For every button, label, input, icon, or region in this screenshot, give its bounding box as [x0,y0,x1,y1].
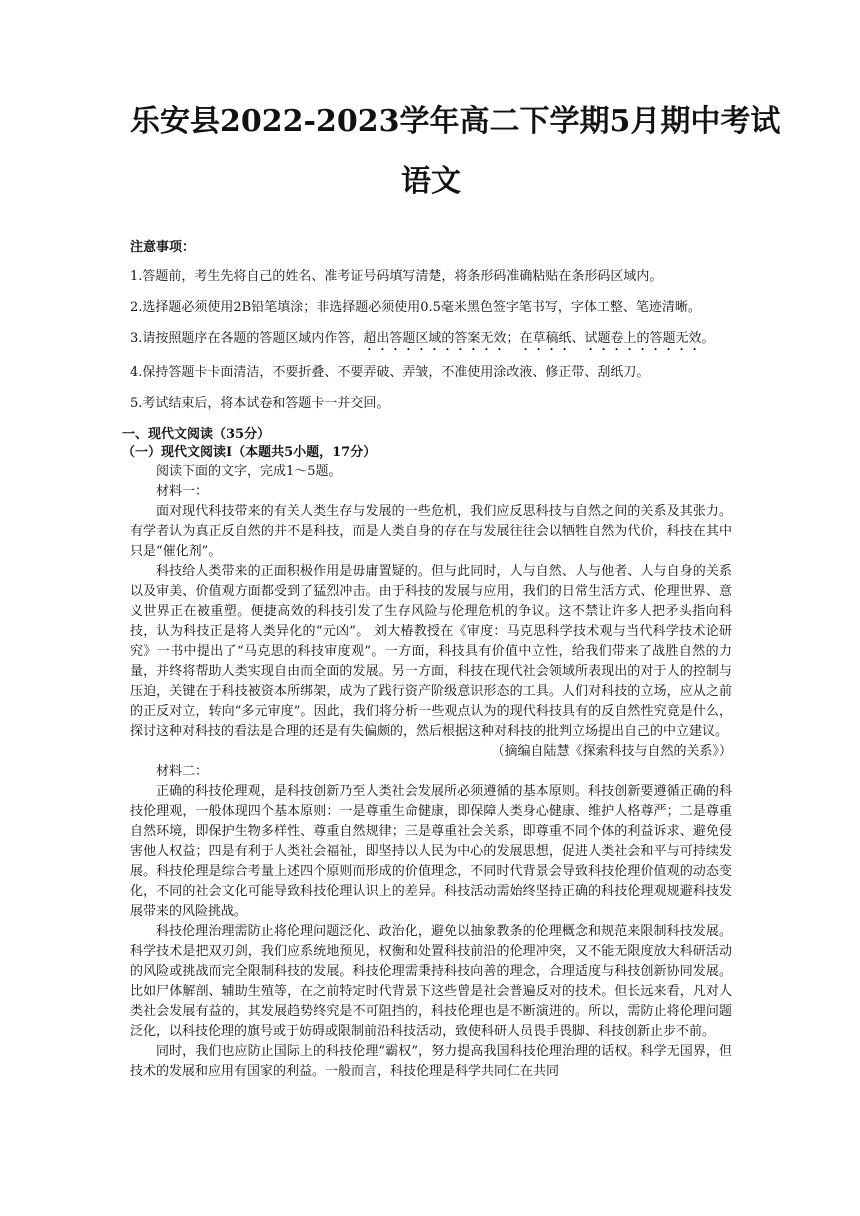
notice-item-3-part-a: 3.请按照题序在各题的答题区域内作答， [130,331,364,346]
notice-item-4: 4.保持答题卡卡面清洁，不要折叠、不要弄破、弄皱，不准使用涂改液、修正带、刮纸刀。 [130,365,650,380]
material-1-source: （摘编自陆慧《探索科技与自然的关系》） [491,744,732,759]
material-1-paragraph-2: 科技给人类带来的正面积极作用是毋庸置疑的。但与此同时，人与自然、人与他者、人与自身的关系以及审美、价值观方面都受到了猛烈冲击。由于科技的发展与应用，我们的日常生活方式、伦理世界、意义世界正在被重塑。便捷高效的科技引发了生存风险与伦理危机的争议。这不禁让许多人把矛头指向科技，认为科技正是将人类异化的“元凶”。 刘大椿教授在《审度：马克思科学技术观与当代科学技术论研究》一书中提出了“马克思的科技审度观”。一方面，科技具有价值中立性，给我们带来了战胜自然的力量，并终将帮助人类实现自由而全面的发展。另一方面，科技在现代社会领域所表现出的对于人的控制与压迫，关键在于科技被资本所绑架，成为了践行资产阶级意识形态的工具。人们对科技的立场，应从之前的正反对立，转向“多元审度”。因此，我们将分析一些观点认为的现代科技具有的反自然性究竟是什么，探讨这种对科技的看法是合理的还是有失偏颇的，然后根据这种对科技的批判立场提出自己的中立建议。 [130,564,732,739]
notice-heading: 注意事项： [130,240,196,255]
notice-item-3-emphasis-2: 在草稿纸、试题卷上的答题无效 [519,331,702,346]
material-2-paragraph-2: 科技伦理治理需防止将伦理问题泛化、政治化，避免以抽象教条的伦理概念和规范来限制科技发展。科学技术是把双刃剑，我们应系统地预见，权衡和处置科技前沿的伦理冲突，又不能无限度放大科研活动的风险或挑战而完全限制科技的发展。科技伦理需秉持科技向善的理念，合理适度与科技创新协同发展。比如尸体解剖、辅助生殖等，在之前特定时代背景下这些曾是社会普遍反对的技术。但长远来看，凡对人类社会发展有益的，其发展趋势终究是不可阻挡的，科技伦理也是不断演进的。所以，需防止将伦理问题泛化，以科技伦理的旗号或于妨碍或限制前沿科技活动，致使科研人员畏手畏脚、科技创新止步不前。 [130,924,732,1039]
section-heading: 一、现代文阅读（35分） [122,427,271,442]
notice-item-3-part-c: ； [506,331,520,346]
exam-title: 乐安县2022-2023学年高二下学期5月期中考试 [130,104,781,139]
notice-item-2: 2.选择题必须使用2B铅笔填涂；非选择题必须使用0.5毫米黑色签字笔书写，字体工整、笔迹清晰。 [130,300,701,315]
material-2-label: 材料二： [156,764,209,779]
subsection-heading: （一）现代文阅读Ⅰ（本题共5小题，17分） [122,445,377,460]
reading-instruction: 阅读下面的文字，完成1～5题。 [156,464,342,479]
material-2-paragraph-3: 同时，我们也应防止国际上的科技伦理“霸权”，努力提高我国科技伦理治理的话权。科学无国界，但技术的发展和应用有国家的利益。一般而言，科技伦理是科学共同仁在共同 [130,1044,732,1079]
notice-item-1: 1.答题前，考生先将自己的姓名、准考证号码填写清楚，将条形码准确粘贴在条形码区域内。 [130,269,663,284]
notice-item-3-part-e: 。 [701,331,715,346]
notice-item-5: 5.考试结束后，将本试卷和答题卡一并交回。 [130,396,390,411]
material-1-label: 材料一： [156,484,209,499]
material-1-paragraph-1: 面对现代科技带来的有关人类生存与发展的一些危机，我们应反思科技与自然之间的关系及其张力。有学者认为真正反自然的并不是科技，而是人类自身的存在与发展往往会以牺牲自然为代价，科技在其中只是“催化剂”。 [130,504,732,559]
subject-title: 语文 [401,164,461,199]
material-2-paragraph-1: 正确的科技伦理观，是科技创新乃至人类社会发展所必须遵循的基本原则。科技创新要遵循正确的科技伦理观，一般体现四个基本原则：一是尊重生命健康，即保障人类身心健康、维护人格尊严；二是尊重自然环境，即保护生物多样性、尊重自然规律；三是尊重社会关系，即尊重不同个体的利益诉求、避免侵害他人权益；四是有利于人类社会福祉，即坚持以人民为中心的发展思想，促进人类社会和平与可持续发展。科技伦理是综合考量上述四个原则而形成的价值理念，不同时代背景会导致科技伦理价值观的动态变化，不同的社会文化可能导致科技伦理认识上的差异。科技活动需始终坚持正确的科技伦理观规避科技发展带来的风险挑战。 [130,784,732,919]
notice-item-3 [130,326,732,354]
notice-item-3-emphasis-1: 超出答题区域的答案无效 [363,331,507,346]
